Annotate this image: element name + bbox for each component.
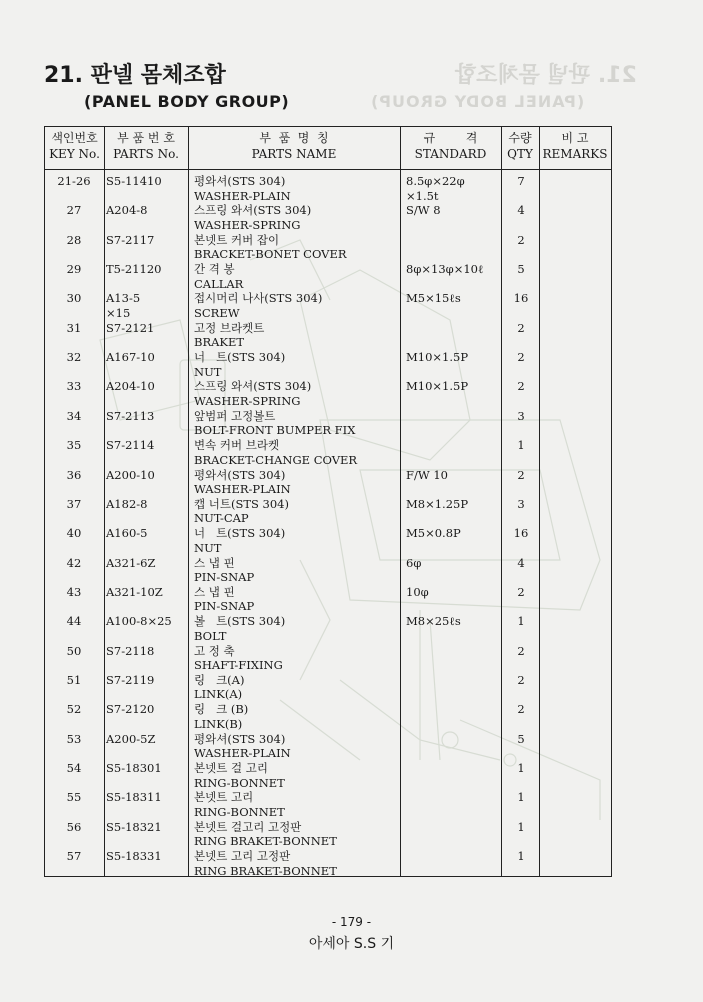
key-cell bbox=[45, 203, 103, 218]
key-cell bbox=[45, 438, 103, 453]
header-qty-en: QTY bbox=[507, 147, 533, 161]
qty-cell-line: 5 bbox=[517, 731, 525, 746]
part-number-cell bbox=[106, 497, 147, 512]
qty-cell bbox=[502, 262, 540, 277]
part-name-cell-line: 평와셔(STS 304) bbox=[194, 467, 286, 482]
key-cell bbox=[45, 350, 103, 365]
part-name-cell bbox=[194, 556, 254, 585]
part-name-cell-line: RING-BONNET bbox=[194, 804, 285, 819]
key-cell-line: 29 bbox=[66, 262, 82, 277]
part-name-cell bbox=[194, 849, 337, 878]
standard-cell-line: ×1.5t bbox=[406, 188, 439, 203]
header-qty-ko: 수량 bbox=[508, 131, 532, 145]
part-name-cell-line: BRACKET-BONET COVER bbox=[194, 247, 347, 262]
qty-cell-line: 1 bbox=[517, 819, 525, 834]
standard-cell bbox=[406, 497, 468, 512]
header-parts bbox=[104, 130, 188, 162]
part-name-cell-line: RING BRAKET-BONNET bbox=[194, 863, 337, 878]
qty-cell bbox=[502, 732, 540, 747]
standard-cell-line: 8.5φ×22φ bbox=[406, 174, 465, 188]
part-number-cell-line: A160-5 bbox=[106, 526, 148, 541]
part-name-cell-line: 볼 트(STS 304) bbox=[194, 614, 286, 629]
part-name-cell-line: SHAFT-FIXING bbox=[194, 658, 283, 673]
part-number-cell bbox=[106, 379, 155, 394]
part-number-cell-line: S7-2121 bbox=[106, 320, 155, 335]
part-name-cell-line: NUT-CAP bbox=[194, 511, 249, 526]
key-cell-line: 42 bbox=[66, 555, 82, 570]
key-cell-line: 30 bbox=[66, 291, 82, 306]
part-name-cell-line: 평와셔(STS 304) bbox=[194, 174, 286, 188]
qty-cell-line: 16 bbox=[513, 526, 529, 541]
header-name bbox=[188, 130, 400, 162]
standard-cell bbox=[406, 379, 468, 394]
qty-cell bbox=[502, 291, 540, 306]
standard-cell-line: M10×1.5P bbox=[406, 379, 469, 394]
part-number-cell bbox=[106, 321, 154, 336]
part-name-cell-line: 본넷트 걸 고리 bbox=[194, 761, 268, 775]
qty-cell bbox=[502, 468, 540, 483]
standard-cell-line: M8×1.25P bbox=[406, 496, 469, 511]
key-cell bbox=[45, 556, 103, 571]
key-cell-line: 40 bbox=[66, 526, 82, 541]
part-name-cell-line: LINK(A) bbox=[194, 687, 243, 702]
ghost-title-en: (PANEL BODY GROUP) bbox=[370, 92, 585, 111]
qty-cell-line: 2 bbox=[517, 379, 525, 394]
table-row bbox=[45, 819, 611, 848]
part-name-cell-line: 본넷트 고리 bbox=[194, 790, 254, 805]
key-cell-line: 43 bbox=[66, 584, 82, 599]
qty-cell bbox=[502, 233, 540, 248]
part-name-cell bbox=[194, 644, 283, 673]
part-name-cell-line: BOLT bbox=[194, 628, 227, 643]
standard-cell bbox=[406, 526, 461, 541]
part-number-cell-line: S5-18311 bbox=[106, 790, 162, 805]
key-cell-line: 27 bbox=[66, 203, 82, 218]
table-row bbox=[45, 378, 611, 407]
qty-cell-line: 2 bbox=[517, 672, 525, 687]
key-cell-line: 55 bbox=[66, 790, 82, 805]
key-cell bbox=[45, 497, 103, 512]
qty-cell-line: 4 bbox=[517, 555, 525, 570]
table-row bbox=[45, 349, 611, 378]
part-number-cell bbox=[106, 614, 172, 629]
part-name-cell-line: 스프링 와셔(STS 304) bbox=[194, 203, 312, 218]
part-name-cell-line: PIN-SNAP bbox=[194, 570, 255, 585]
header-standard bbox=[400, 130, 501, 162]
key-cell bbox=[45, 644, 103, 659]
part-name-cell-line: 너 트(STS 304) bbox=[194, 350, 286, 365]
qty-cell bbox=[502, 820, 540, 835]
standard-cell bbox=[406, 174, 465, 203]
part-number-cell bbox=[106, 203, 147, 218]
header-parts-ko: 부 품 번 호 bbox=[117, 131, 175, 145]
table-row bbox=[45, 261, 611, 290]
part-number-cell bbox=[106, 526, 147, 541]
part-name-cell-line: PIN-SNAP bbox=[194, 599, 255, 614]
header-std-ko: 규 격 bbox=[423, 131, 478, 145]
part-number-cell bbox=[106, 174, 162, 189]
part-number-cell bbox=[106, 350, 155, 365]
part-number-cell-line: A321-6Z bbox=[106, 555, 156, 570]
key-cell bbox=[45, 702, 103, 717]
qty-cell bbox=[502, 702, 540, 717]
qty-cell-line: 1 bbox=[517, 614, 525, 629]
qty-cell-line: 3 bbox=[517, 408, 525, 423]
part-name-cell-line: 스프링 와셔(STS 304) bbox=[194, 379, 312, 394]
part-name-cell-line: 링 크(A) bbox=[194, 672, 245, 687]
header-key bbox=[45, 130, 104, 162]
qty-cell bbox=[502, 761, 540, 776]
key-cell bbox=[45, 614, 103, 629]
qty-cell-line: 7 bbox=[517, 174, 525, 188]
part-number-cell bbox=[106, 644, 154, 659]
part-name-cell-line: WASHER-SPRING bbox=[194, 393, 301, 408]
part-number-cell-line: S5-11410 bbox=[106, 174, 162, 188]
part-name-cell-line: 변속 커버 브라켓 bbox=[194, 438, 280, 453]
key-cell bbox=[45, 262, 103, 277]
key-cell-line: 28 bbox=[66, 232, 82, 247]
qty-cell bbox=[502, 379, 540, 394]
key-cell-line: 57 bbox=[66, 849, 82, 864]
standard-cell bbox=[406, 556, 421, 571]
qty-cell bbox=[502, 350, 540, 365]
part-name-cell-line: BOLT-FRONT BUMPER FIX bbox=[194, 423, 356, 438]
part-name-cell bbox=[194, 585, 254, 614]
standard-cell-line: M5×15ℓs bbox=[406, 291, 461, 306]
header-rem-ko: 비 고 bbox=[561, 131, 589, 145]
key-cell bbox=[45, 526, 103, 541]
part-number-cell bbox=[106, 409, 154, 424]
table-row bbox=[45, 173, 611, 202]
part-name-cell-line: RING-BONNET bbox=[194, 775, 285, 790]
key-cell bbox=[45, 409, 103, 424]
standard-cell-line: M10×1.5P bbox=[406, 350, 469, 365]
part-number-cell bbox=[106, 585, 163, 600]
qty-cell-line: 16 bbox=[513, 291, 529, 306]
qty-cell-line: 2 bbox=[517, 643, 525, 658]
key-cell-line: 37 bbox=[66, 496, 82, 511]
key-cell bbox=[45, 732, 103, 747]
header-name-en: PARTS NAME bbox=[251, 147, 337, 161]
table-row bbox=[45, 701, 611, 730]
part-name-cell-line: WASHER-PLAIN bbox=[194, 188, 291, 203]
page-subtitle: (PANEL BODY GROUP) bbox=[84, 92, 290, 111]
part-number-cell bbox=[106, 556, 155, 571]
part-name-cell bbox=[194, 526, 285, 555]
part-name-cell-line: 앞범퍼 고정볼트 bbox=[194, 408, 276, 423]
part-number-cell-line: S7-2119 bbox=[106, 672, 155, 687]
qty-cell bbox=[502, 614, 540, 629]
part-number-cell bbox=[106, 233, 154, 248]
standard-cell bbox=[406, 262, 483, 277]
key-cell bbox=[45, 673, 103, 688]
part-name-cell bbox=[194, 409, 355, 438]
part-number-cell bbox=[106, 673, 154, 688]
header-key-en: KEY No. bbox=[49, 147, 100, 161]
table-row bbox=[45, 408, 611, 437]
part-number-cell bbox=[106, 438, 154, 453]
part-name-cell-line: 본넷트 커버 잡이 bbox=[194, 232, 280, 247]
qty-cell-line: 1 bbox=[517, 790, 525, 805]
footer-company: 아세아 S.S 기 bbox=[308, 936, 395, 952]
part-name-cell-line: BRACKET-CHANGE COVER bbox=[194, 452, 358, 467]
standard-cell-line: M8×25ℓs bbox=[406, 614, 461, 629]
part-name-cell bbox=[194, 732, 291, 761]
part-name-cell-line: 너 트(STS 304) bbox=[194, 526, 286, 541]
standard-cell bbox=[406, 350, 468, 365]
qty-cell bbox=[502, 673, 540, 688]
part-name-cell bbox=[194, 379, 311, 408]
part-name-cell bbox=[194, 321, 264, 350]
page-number: - 179 - bbox=[331, 915, 372, 929]
key-cell bbox=[45, 291, 103, 306]
key-cell bbox=[45, 321, 103, 336]
part-number-cell-line: S7-2117 bbox=[106, 232, 155, 247]
part-name-cell-line: SCREW bbox=[194, 305, 240, 320]
header-parts-en: PARTS No. bbox=[113, 147, 179, 161]
standard-cell bbox=[406, 614, 461, 629]
table-row bbox=[45, 848, 611, 877]
part-name-cell-line: 본넷트 고리 고정판 bbox=[194, 849, 291, 864]
part-number-cell-line: A204-10 bbox=[106, 379, 155, 394]
standard-cell bbox=[406, 203, 441, 218]
qty-cell-line: 2 bbox=[517, 350, 525, 365]
part-number-cell-line: T5-21120 bbox=[106, 262, 162, 277]
part-name-cell-line: 본넷트 걸고리 고정판 bbox=[194, 819, 302, 834]
part-name-cell bbox=[194, 673, 244, 702]
table-row bbox=[45, 789, 611, 818]
key-cell bbox=[45, 585, 103, 600]
qty-cell bbox=[502, 497, 540, 512]
part-name-cell bbox=[194, 468, 291, 497]
key-cell-line: 21-26 bbox=[57, 174, 91, 188]
key-cell bbox=[45, 849, 103, 864]
part-name-cell-line: 스 냅 핀 bbox=[194, 584, 235, 599]
key-cell bbox=[45, 790, 103, 805]
key-cell-line: 54 bbox=[66, 761, 82, 775]
part-name-cell bbox=[194, 614, 285, 643]
part-name-cell-line: 고정 브라켓트 bbox=[194, 320, 265, 335]
key-cell bbox=[45, 233, 103, 248]
header-name-ko: 부 품 명 칭 bbox=[259, 131, 329, 145]
part-number-cell bbox=[106, 291, 140, 320]
table-row bbox=[45, 320, 611, 349]
part-number-cell-line: S7-2114 bbox=[106, 438, 155, 453]
qty-cell bbox=[502, 644, 540, 659]
key-cell bbox=[45, 174, 103, 189]
key-cell bbox=[45, 379, 103, 394]
part-name-cell bbox=[194, 761, 285, 790]
parts-table bbox=[44, 126, 612, 877]
part-name-cell bbox=[194, 497, 289, 526]
part-name-cell-line: RING BRAKET-BONNET bbox=[194, 834, 337, 849]
part-number-cell-line: ×15 bbox=[106, 305, 131, 320]
part-number-cell bbox=[106, 262, 161, 277]
part-name-cell-line: 캡 너트(STS 304) bbox=[194, 496, 289, 511]
part-name-cell-line: CALLAR bbox=[194, 276, 244, 291]
part-name-cell bbox=[194, 233, 347, 262]
qty-cell-line: 5 bbox=[517, 262, 525, 277]
part-name-cell bbox=[194, 291, 322, 320]
qty-cell-line: 2 bbox=[517, 467, 525, 482]
key-cell bbox=[45, 468, 103, 483]
table-row bbox=[45, 584, 611, 613]
standard-cell bbox=[406, 468, 448, 483]
qty-cell bbox=[502, 585, 540, 600]
part-number-cell-line: S7-2118 bbox=[106, 643, 155, 658]
part-number-cell-line: S5-18301 bbox=[106, 761, 162, 775]
standard-cell-line: F/W 10 bbox=[406, 467, 448, 482]
key-cell-line: 51 bbox=[66, 672, 82, 687]
header-remarks bbox=[539, 130, 611, 162]
table-header bbox=[45, 127, 611, 170]
qty-cell bbox=[502, 409, 540, 424]
table-row bbox=[45, 731, 611, 760]
key-cell-line: 32 bbox=[66, 350, 82, 365]
table-row bbox=[45, 232, 611, 261]
table-row bbox=[45, 525, 611, 554]
ghost-title-ko: 21. 판넬 몸체조합 bbox=[455, 63, 637, 88]
part-name-cell-line: 간 격 봉 bbox=[194, 262, 235, 277]
part-name-cell-line: NUT bbox=[194, 364, 222, 379]
key-cell-line: 33 bbox=[66, 379, 82, 394]
qty-cell bbox=[502, 849, 540, 864]
part-name-cell bbox=[194, 174, 291, 203]
table-row bbox=[45, 613, 611, 642]
qty-cell-line: 3 bbox=[517, 496, 525, 511]
part-name-cell bbox=[194, 262, 243, 291]
qty-cell bbox=[502, 790, 540, 805]
part-name-cell bbox=[194, 438, 357, 467]
qty-cell-line: 2 bbox=[517, 232, 525, 247]
key-cell bbox=[45, 761, 103, 776]
part-name-cell bbox=[194, 203, 311, 232]
part-number-cell-line: A200-5Z bbox=[106, 731, 156, 746]
header-std-en: STANDARD bbox=[414, 147, 487, 161]
table-row bbox=[45, 555, 611, 584]
standard-cell-line: S/W 8 bbox=[406, 203, 441, 218]
qty-cell-line: 2 bbox=[517, 702, 525, 717]
key-cell-line: 50 bbox=[66, 643, 82, 658]
part-name-cell-line: NUT bbox=[194, 540, 222, 555]
table-row bbox=[45, 437, 611, 466]
table-row bbox=[45, 760, 611, 789]
header-qty bbox=[501, 130, 539, 162]
part-name-cell-line: 접시머리 나사(STS 304) bbox=[194, 291, 323, 306]
qty-cell bbox=[502, 526, 540, 541]
part-number-cell-line: A204-8 bbox=[106, 203, 148, 218]
part-name-cell-line: 고 정 축 bbox=[194, 643, 235, 658]
qty-cell-line: 2 bbox=[517, 320, 525, 335]
standard-cell-line: M5×0.8P bbox=[406, 526, 461, 541]
part-name-cell bbox=[194, 350, 285, 379]
part-name-cell-line: WASHER-PLAIN bbox=[194, 482, 291, 496]
key-cell-line: 31 bbox=[66, 320, 82, 335]
key-cell-line: 36 bbox=[66, 467, 82, 482]
table-row bbox=[45, 672, 611, 701]
key-cell-line: 34 bbox=[66, 408, 82, 423]
qty-cell-line: 1 bbox=[517, 761, 525, 775]
qty-cell bbox=[502, 174, 540, 189]
part-name-cell bbox=[194, 820, 337, 849]
part-number-cell-line: A200-10 bbox=[106, 467, 155, 482]
part-name-cell-line: BRAKET bbox=[194, 335, 245, 350]
qty-cell bbox=[502, 321, 540, 336]
part-number-cell bbox=[106, 702, 154, 717]
standard-cell-line: 10φ bbox=[406, 584, 429, 599]
part-number-cell bbox=[106, 468, 155, 483]
part-number-cell bbox=[106, 761, 162, 776]
part-number-cell bbox=[106, 820, 162, 835]
part-name-cell-line: LINK(B) bbox=[194, 716, 243, 731]
page-title: 21. 판넬 몸체조합 bbox=[44, 63, 226, 88]
qty-cell bbox=[502, 438, 540, 453]
part-number-cell bbox=[106, 732, 155, 747]
part-name-cell-line: 평와셔(STS 304) bbox=[194, 731, 286, 746]
standard-cell-line: 8φ×13φ×10ℓ bbox=[406, 262, 484, 277]
part-number-cell-line: S7-2113 bbox=[106, 408, 155, 423]
part-number-cell-line: A182-8 bbox=[106, 496, 148, 511]
part-number-cell bbox=[106, 849, 162, 864]
header-key-ko: 색인번호 bbox=[51, 131, 98, 145]
key-cell-line: 52 bbox=[66, 702, 82, 717]
table-row bbox=[45, 202, 611, 231]
key-cell-line: 44 bbox=[66, 614, 82, 629]
standard-cell bbox=[406, 291, 461, 306]
table-row bbox=[45, 290, 611, 319]
part-name-cell-line: WASHER-PLAIN bbox=[194, 746, 291, 761]
key-cell-line: 56 bbox=[66, 819, 82, 834]
standard-cell-line: 6φ bbox=[406, 555, 422, 570]
part-number-cell-line: A100-8×25 bbox=[106, 614, 172, 629]
qty-cell-line: 1 bbox=[517, 438, 525, 453]
key-cell bbox=[45, 820, 103, 835]
qty-cell-line: 1 bbox=[517, 849, 525, 864]
qty-cell bbox=[502, 556, 540, 571]
part-number-cell-line: A321-10Z bbox=[106, 584, 163, 599]
key-cell-line: 53 bbox=[66, 731, 82, 746]
part-number-cell bbox=[106, 790, 162, 805]
qty-cell-line: 2 bbox=[517, 584, 525, 599]
table-row bbox=[45, 643, 611, 672]
header-rem-en: REMARKS bbox=[542, 147, 608, 161]
part-name-cell bbox=[194, 702, 248, 731]
part-number-cell-line: S7-2120 bbox=[106, 702, 155, 717]
part-name-cell-line: WASHER-SPRING bbox=[194, 217, 301, 232]
qty-cell-line: 4 bbox=[517, 203, 525, 218]
key-cell-line: 35 bbox=[66, 438, 82, 453]
part-number-cell-line: A13-5 bbox=[106, 291, 141, 306]
standard-cell bbox=[406, 585, 429, 600]
part-number-cell-line: S5-18331 bbox=[106, 849, 162, 864]
table-row bbox=[45, 496, 611, 525]
qty-cell bbox=[502, 203, 540, 218]
part-name-cell bbox=[194, 790, 285, 819]
table-row bbox=[45, 467, 611, 496]
part-number-cell-line: A167-10 bbox=[106, 350, 155, 365]
part-number-cell-line: S5-18321 bbox=[106, 819, 162, 834]
part-name-cell-line: 스 냅 핀 bbox=[194, 555, 235, 570]
part-name-cell-line: 링 크 (B) bbox=[194, 702, 249, 717]
